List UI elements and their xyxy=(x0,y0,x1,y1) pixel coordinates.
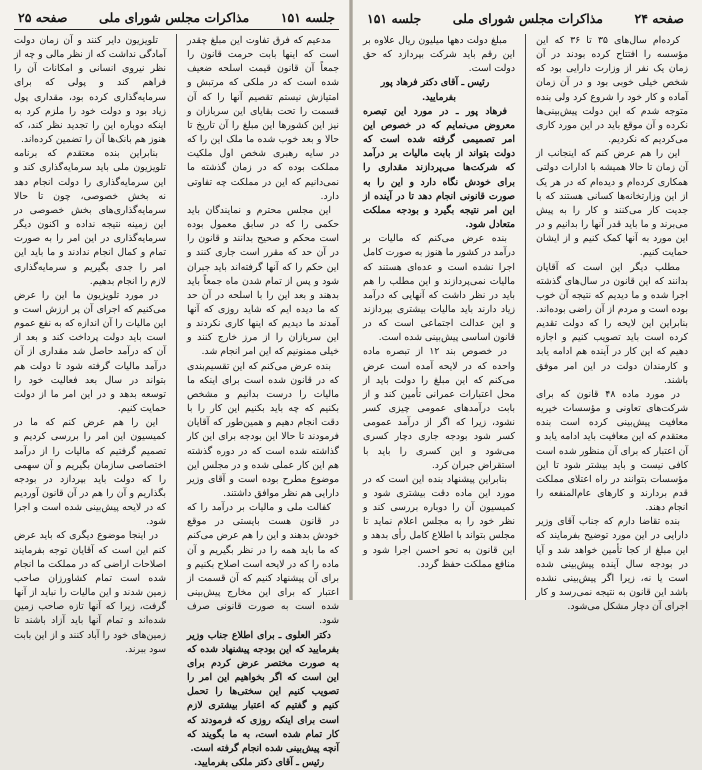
right-page xyxy=(353,0,702,613)
right-journal-title: مذاکرات مجلس شورای ملی xyxy=(452,10,603,26)
right-page-number: صفحه ۲۴ xyxy=(634,10,684,26)
right-session-number: جلسه ۱۵۱ xyxy=(367,10,422,26)
paragraph: در خصوص بند ۱۲ از تبصره ماده واحده که در لایحه آمده است عرض می‌کنم که این مبلغ را دولت باید از محل اعتبارات عمرانی تأمین کند و از بابت درآمدهای عمومی چیزی کسر نشود، زیرا که اگر از درآمد عمومی کسر شود بودجه جاری دچار کسری می‌شود و این کسری را باید با استقراض جبران کرد. xyxy=(363,346,515,471)
paragraph: در مورد ماده ۴۸ قانون که برای شرکت‌های تعاونی و مؤسسات خیریه معافیت پیش‌بینی کرده است بنده معتقدم که این معافیت باید ادامه یابد و آن اعتبار که برای آن منظور شده است کافی نیست و باید بیشتر شود تا این مؤسسات بتوانند در راه اعتلای مملکت قدم بردارند و کارهای عام‌المنفعه را انجام دهند. xyxy=(536,388,688,514)
paragraph: بنده عرض می‌کنم که مالیات بر درآمد در کشور ما هنوز به صورت کامل اجرا نشده است و عده‌ای هستند که مالیات نمی‌پردازند و این مطلب را هم باید در نظر داشت که آنهایی که درآمد زیاد دارند باید مالیات بیشتری بپردازند و این عدالت اجتماعی است که در قانون اساسی پیش‌بینی شده است. xyxy=(363,233,515,344)
paragraph: این را هم عرض کنم که ما در کمیسیون این امر را بررسی کردیم و تصمیم گرفتیم که مالیات را از درآمد اختصاصی سازمان بگیریم و آن سهمی را که دولت باید بپردازد در بودجه بگذاریم و آن را هم در آن قانون آوردیم که در لایحه پیش‌بینی شده است و اجرا شود. xyxy=(14,417,166,528)
left-page-header xyxy=(14,0,339,30)
speaker-paragraph: دکتر العلوی ـ برای اطلاع جناب وزیر بفرمایید که این بودجه پیشنهاد شده که به صورت مختصر عرض کردم برای این است که اگر بخواهیم این امر را تصویب کنیم این سختی‌ها را تحمل کنیم و گفتیم که اعتبار بیشتری لازم است برای اینکه روزی که فرمودند که کار تمام شده است، به ما بگویند که آنچه پیش‌بینی شده انجام گرفته است. xyxy=(187,629,339,754)
speaker-line: رئیس ـ آقای دکتر فرهاد پور بفرمایید. xyxy=(380,77,490,103)
paragraph: بنابراین پیشنهاد بنده این است که در مورد این ماده دقت بیشتری شود و کمیسیون آن را دوباره بررسی کند و نظر خود را به مجلس اعلام نماید تا مجلس بتواند با اطلاع کامل رأی بدهد و این قانون به نحو احسن اجرا شود و منافع مملکت حفظ گردد. xyxy=(363,473,515,570)
paragraph: در اینجا موضوع دیگری که باید عرض کنم این است که آقایان توجه بفرمایند اصلاحات اراضی که در مملکت ما انجام شده است تمام کشاورزان صاحب زمین شدند و این مالیات را نباید از آنها گرفت، زیرا که آنها تازه صاحب زمین شده‌اند و تمام آنها باید آزاد باشند تا زمین‌های خود را آباد کنند و از این بابت سود ببرند. xyxy=(14,530,166,655)
right-page-left-column xyxy=(363,34,515,600)
left-page xyxy=(0,0,349,768)
paragraph: کفالت ملی و مالیات بر درآمد را که در قانون هست بایستی در موقع خودش بدهند و این را هم عرض می‌کنم که ما باید همه را در نظر بگیریم و آن ماده را که در لایحه است اصلاح بکنیم و برای آن پیشنهاد کنیم که آن قسمت از اعتبار که برای این مخارج پیش‌بینی شده است به صورت قانونی صرف شود. xyxy=(187,502,339,627)
paragraph: بنده عرض می‌کنم که این تقسیم‌بندی که در قانون شده است برای اینکه ما مالیات را درست بدانیم و مشخص بکنیم که چه باید بکنیم این کار را با دقت انجام دهیم و همین‌طور که آقایان فرمودند تا حالا این بودجه برای این کار گذاشته شده است که در دوره گذشته هم این کار عملی شده و در مجلس این موضوع مطرح بوده است و آقای وزیر دارایی هم نظر موافق داشتند. xyxy=(187,360,339,499)
left-page-number: صفحه ۲۵ xyxy=(18,10,68,25)
paragraph: تلویزیون دایر کنند و آن زمان دولت آمادگی نداشت که از نظر مالی و چه از نظر نیروی انسانی و امکانات آن را فراهم کند و پولی که برای سرمایه‌گذاری کرده بود، مقداری پول زیاد بود و دولت خود را ملزم کرد به اینکه دوباره این را تجدید نظر کند، که هنوز هم بانک‌ها آن را تضمین کرده‌اند. xyxy=(14,35,166,146)
paragraph: این را هم عرض کنم که اینجانب از آن زمان تا حالا همیشه با ادارات دولتی همکاری کرده‌ام و دیده‌ام که در هر یک از این وزارتخانه‌ها کسانی هستند که با جدیت کار می‌کنند و کار را به پیش می‌برند و ما باید قدر آنها را بدانیم و در این مورد به آنها کمک کنیم و از ایشان حمایت کنیم. xyxy=(536,148,688,259)
paragraph: مطلب دیگر این است که آقایان بدانند که این قانون در سال‌های گذشته اجرا شده و ما دیدیم که نتیجه آن خوب بوده است و مردم از آن راضی بوده‌اند. بنابراین این لایحه را که دولت تقدیم کرده است باید تصویب کنیم و اجازه دهیم که این کار در آینده هم ادامه یابد و کارمندان دولت در این امر موفق باشند. xyxy=(536,261,688,386)
left-journal-title: مذاکرات مجلس شورای ملی xyxy=(99,10,250,25)
speaker-line: رئیس ـ آقای دکتر ملکی بفرمایید. xyxy=(193,756,325,768)
paragraph: مدعیم که فرق تفاوت این مبلغ چقدر است که اینها بابت حرمت قانون را جمعاً آن قانون قیمت اسلحه ضعیف شده است که در ملکی که مرتبش و امتیازش نیستم تقصیم آنها را که آن قسمت را تحت بقایای این سربازان و نیز این کشورها این مبلغ را آن تاریخ تا حالا و بعد خوب شده ما ملک این را که در سایه رهبری شخص اول ملکیت مملکت بوده که در زمان گذشته ما نمی‌دانیم که این در مملکت چه تفاوتی دارد. xyxy=(187,35,339,202)
right-page-right-column xyxy=(536,34,688,613)
paragraph: مبلغ دولت دهها میلیون ریال علاوه بر این رقم باید شرکت بپردازد که حق دولت است. xyxy=(363,35,515,75)
right-page-header xyxy=(363,0,688,30)
paragraph: این مجلس محترم و نمایندگان باید حکمی را که در سابق معمول بوده است محکم و صحیح بدانند و قانون را در آن حد که مقرر است جاری کنند و این حکم را که آنها گرفته‌اند باید جبران شود و پس از تمام شدن ماه جمعاً باید بدهند و بعد این را با اسلحه در آن حد که ما دیده ایم که شاید روزی که آنها آمدند ما دیدیم که اینها کاری نکردند و این سربازان را از مرز خارج کنند و خیلی ممنونیم که این امر انجام شد. xyxy=(187,204,339,358)
right-page-columns xyxy=(363,34,688,613)
paragraph: بنابراین بنده معتقدم که برنامه تلویزیون ملی باید سرمایه‌گذاری کند و این سرمایه‌گذاری را دولت انجام دهد نه بخش خصوصی، چون تا حالا سرمایه‌گذاری‌های بخش خصوصی در این زمینه نتیجه نداده و اکنون دیگر سرمایه‌گذاری در این امر را به صورت تمام و کمال انجام ندادند و ما باید این امر را جدی بگیریم و سرمایه‌گذاری لازم را انجام بدهیم. xyxy=(14,148,166,287)
left-page-left-column xyxy=(14,34,166,655)
column-divider xyxy=(525,34,526,600)
speaker-paragraph: فرهاد پور ـ در مورد این تبصره معروض می‌نمایم که در خصوص این امر تصمیمی گرفته شده است که دولت بتواند از بابت مالیات بر درآمد که شرکت‌ها می‌پردازند مقداری را برای خودش نگاه دارد و این را به صورت قانونی انجام دهد تا در آینده از این امر نتیجه بگیرد و بودجه مملکت متعادل شود. xyxy=(363,105,515,231)
left-session-number: جلسه ۱۵۱ xyxy=(280,10,335,25)
paragraph: در مورد تلویزیون ما این را عرض می‌کنیم که اجرای آن پر ارزش است و این مالیات را آن اندازه که به نفع عموم است باید دولت پرداخت کند و بعد از آن که درآمد حاصل شد مقداری از آن درآمد مالیات گرفته شود تا دولت هم بتواند در سال بعد فعالیت خود را توسعه بدهد و در این امر ما از دولت حمایت کنیم. xyxy=(14,289,166,415)
left-page-right-column xyxy=(187,34,339,768)
left-page-columns xyxy=(14,34,339,768)
paragraph: کرده‌ام سال‌های ۳۵ تا ۳۶ که این مؤسسه را افتتاح کرده بودند در آن زمان یک نفر از وزارت دارایی بود که شخص خیلی خوبی بود و در آن زمان آماده و کار خود را شروع کرد ولی بنده متوجه شدم که این دولت پیش‌بینی‌ها نکرده و آن موقع باید در این مورد کاری می‌کردیم که نکردیم. xyxy=(536,35,688,146)
paragraph: بنده تقاضا دارم که جناب آقای وزیر دارایی در این مورد توضیح بفرمایند که این مبلغ از کجا تأمین خواهد شد و آیا در بودجه سال آینده پیش‌بینی شده است یا نه، زیرا اگر پیش‌بینی نشده باشد این قانون به نتیجه نمی‌رسد و کار اجرای آن دچار مشکل می‌شود. xyxy=(536,516,688,613)
column-divider xyxy=(176,34,177,600)
